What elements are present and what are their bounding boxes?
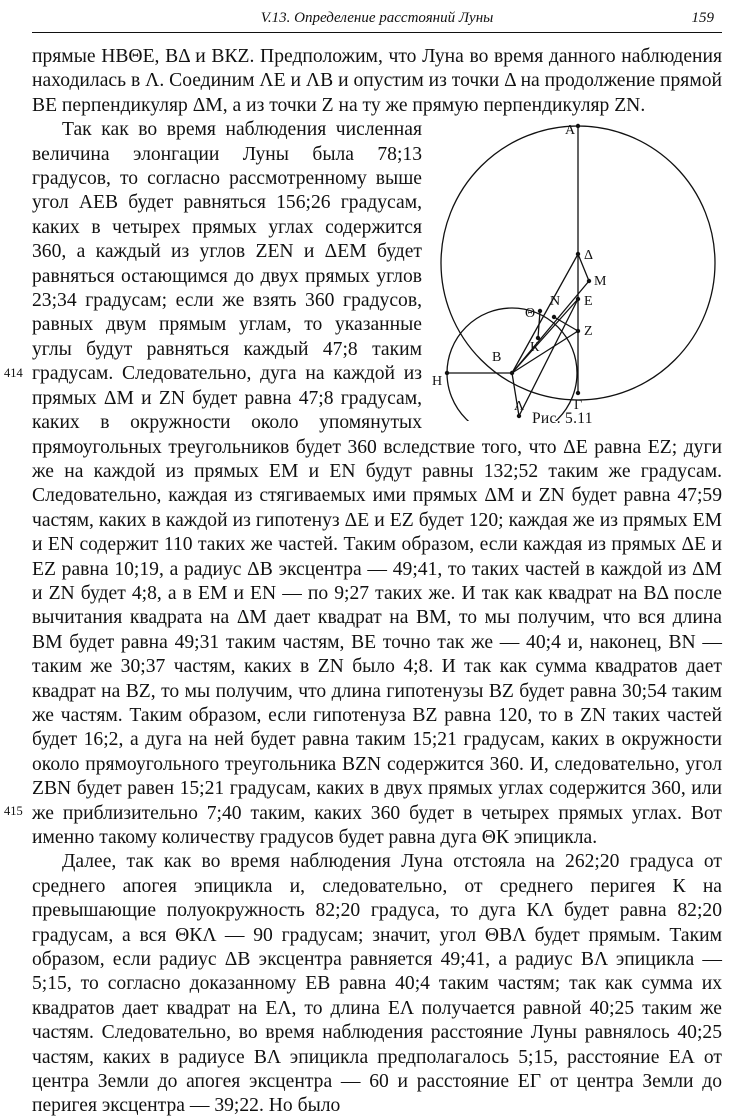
label-Gamma: Γ (574, 398, 583, 414)
margin-number: 414 (4, 366, 23, 380)
label-Z: Z (584, 324, 593, 340)
running-head: V.13. Определение расстояний Луны (260, 10, 494, 26)
geometry-diagram (432, 121, 722, 421)
figure-caption: Рис. 5.11 (532, 410, 593, 428)
label-K: К (530, 340, 540, 356)
label-E: Е (584, 294, 593, 310)
label-N: N (550, 294, 561, 310)
body-text (32, 45, 722, 1119)
label-M: М (594, 274, 607, 290)
label-A: А (565, 123, 576, 139)
label-Theta: Θ (525, 306, 536, 322)
label-Delta: Δ (584, 248, 594, 264)
page-number: 159 (691, 10, 714, 26)
label-Lambda: Λ (514, 399, 525, 415)
paragraph: прямые НВΘЕ, ВΔ и ВКZ. Предположим, что Луна во время данного наблюдения находилась в Λ. Соединим ΛЕ и ΛВ и опустим из точки Δ на продолжение прямой ВЕ перпендикуляр ΔМ, а из точки Z на ту же прямую перпендикуляр ZN. (32, 46, 722, 116)
paragraph: Так как во время наблюдения численная величина элонгации Луны была 78;13 градусов, то согласно рассмотренному выше угол АЕВ будет равняться 156;26 градусам, каких в четырех прямых углах содержится 360, а каждый из углов ZEN и ΔЕМ будет равняться остающимся до двух прямых углов 23;34 градусам; если же взять 360 градусов, равных двум прямым углам, то указанные углы будут равняться каждый 47;8 таким градусам. Следовательно, дуга на каждой из прямых ΔМ и ZN будет равна 47;8 градусам, каких в окружности около упомянутых прямоугольных треугольников будет 360 вследствие того, что ΔЕ равна ЕZ; дуги же на каждой из прямых ЕМ и ЕN будут равны 132;52 таким же градусам. Следовательно, каждая из стягиваемых ими прямых ΔМ и ZN будет равна 47;59 частям, каких в каждой из гипотенуз ΔЕ и ЕZ будет 120; каждая же из прямых ЕМ и ЕN содержит 110 таких же частей. Таким образом, если каждая из прямых ΔЕ и ЕZ равна 10;19, а радиус ΔВ эксцентра — 49;41, то таких частей в каждой из ΔМ и ZN будет 4;8, а в ЕМ и ЕN — по 9;27 таких же. И так как квадрат на ВΔ после вычитания квадрата на ΔМ дает квадрат на ВМ, то мы получим, что вся длина ВМ будет равна 49;31 таким частям, ВЕ точно так же — 40;4 и, наконец, ВN — таким же 30;37 частям, каких в ZN было 4;8. И так как сумма квадратов дает квадрат на ВZ, то мы получим, что длина гипотенузы ВZ будет равна 30;54 таким же частям. Таким образом, если гипотенуза ВZ равна 120, то в ZN таких частей будет 16;2, а дуга на ней будет равна таким 15;21 градусам, каких в окружности около прямоугольного треугольника ВZN содержится 360. И, следовательно, угол ZВN будет равен 15;21 градусам, каких в двух прямых углах содержится 360, или же приблизительно 7;40 таким, каких 360 будет в четырех прямых углах. Вот именно такому количеству градусов будет равна дуга ΘК эпицикла. (32, 119, 722, 848)
label-B: В (492, 350, 502, 366)
figure (432, 121, 722, 426)
epicycle-circle (447, 308, 577, 421)
label-H: Н (432, 374, 443, 390)
page-header (32, 6, 722, 33)
margin-number: 415 (4, 804, 23, 818)
paragraph: Далее, так как во время наблюдения Луна отстояла на 262;20 градуса от среднего апогея эпицикла и, следовательно, от среднего перигея К на превышающие полуокружность 82;20 градуса, то дуга КΛ будет равна 82;20 градусам, а вся ΘКΛ — 90 градусам; значит, угол ΘВΛ будет прямым. Таким образом, если радиус ΔВ эксцентра равняется 49;41, а радиус ВΛ эпицикла — 5;15, то согласно доказанному ЕВ равна 40;4 таким частям; так как сумма их квадратов дает квадрат на ЕΛ, то длина ЕΛ получается равной 40;25 таким же частям. Следовательно, во время наблюдения расстояние Луны равнялось 40;25 частям, каких в радиусе ВΛ эпицикла предполагалось 5;15, расстояние ЕА от центра Земли до апогея эксцентра — 60 и расстояние ЕΓ от центра Земли до перигея эксцентра — 39;22. Но было (32, 851, 722, 1117)
